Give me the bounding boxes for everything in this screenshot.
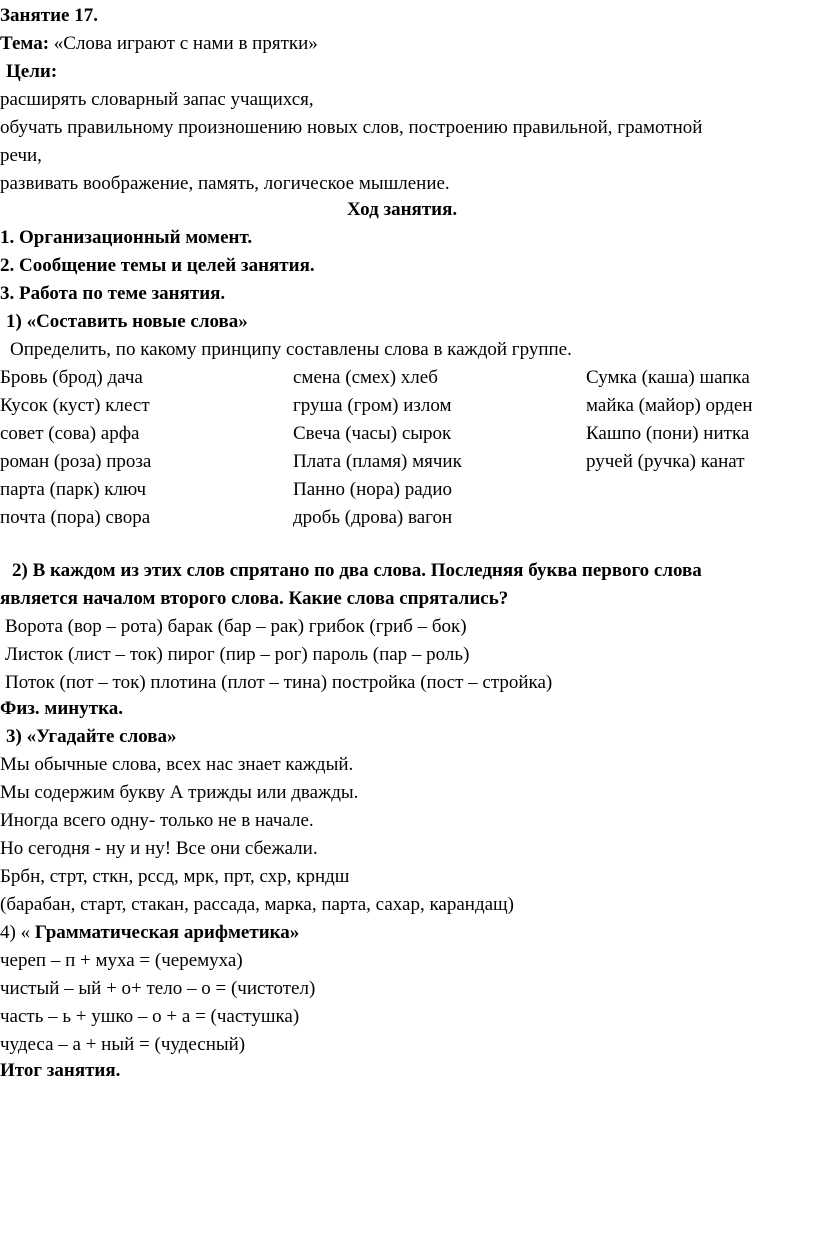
word-group: Кусок (куст) клест bbox=[0, 395, 150, 416]
task2-title-cont: является началом второго слова. Какие слова спрятались? bbox=[0, 588, 509, 609]
word-group: Кашпо (пони) нитка bbox=[586, 423, 750, 444]
step-item: 2. Сообщение темы и целей занятия. bbox=[0, 255, 315, 276]
goals-label: Цели: bbox=[6, 61, 58, 82]
poem-line: Иногда всего одну- только не в начале. bbox=[0, 810, 314, 831]
goal-item: развивать воображение, память, логическое мышление. bbox=[0, 173, 450, 194]
word-group: роман (роза) проза bbox=[0, 451, 152, 472]
task4-title-text: Грамматическая арифметика» bbox=[34, 922, 300, 943]
task1-instruction: Определить, по какому принципу составлены слова в каждой группе. bbox=[10, 339, 572, 360]
task3-title: 3) «Угадайте слова» bbox=[6, 726, 177, 747]
topic-text: «Слова играют с нами в прятки» bbox=[49, 33, 318, 54]
poem-line: Мы содержим букву А трижды или дважды. bbox=[0, 782, 359, 803]
word-group: Свеча (часы) сырок bbox=[293, 423, 452, 444]
task2-title: 2) В каждом из этих слов спрятано по два слова. Последняя буква первого слова bbox=[12, 560, 702, 581]
task2-line: Листок (лист – ток) пирог (пир – рог) пароль (пар – роль) bbox=[5, 644, 470, 665]
word-group: груша (гром) излом bbox=[293, 395, 452, 416]
goal-item: расширять словарный запас учащихся, bbox=[0, 89, 314, 110]
word-group: смена (смех) хлеб bbox=[293, 367, 438, 388]
topic-line bbox=[0, 33, 318, 55]
word-group: ручей (ручка) канат bbox=[586, 451, 745, 472]
equation-line: чистый – ый + о+ тело – о = (чистотел) bbox=[0, 978, 316, 999]
equation-line: часть – ь + ушко – о + а = (частушка) bbox=[0, 1006, 300, 1027]
step-item: 1. Организационный момент. bbox=[0, 227, 253, 248]
task2-line: Ворота (вор – рота) барак (бар – рак) грибок (гриб – бок) bbox=[5, 616, 467, 637]
lesson-summary: Итог занятия. bbox=[0, 1060, 121, 1081]
equation-line: чудеса – а + ный = (чудесный) bbox=[0, 1034, 246, 1055]
task4-title bbox=[0, 922, 299, 944]
word-group: дробь (дрова) вагон bbox=[293, 507, 453, 528]
word-group: Бровь (брод) дача bbox=[0, 367, 143, 388]
progress-heading: Ход занятия. bbox=[347, 199, 458, 220]
word-group: почта (пора) свора bbox=[0, 507, 151, 528]
step-item: 3. Работа по теме занятия. bbox=[0, 283, 226, 304]
word-group: совет (сова) арфа bbox=[0, 423, 140, 444]
word-group: Плата (пламя) мячик bbox=[293, 451, 462, 472]
goal-item: речи, bbox=[0, 145, 42, 166]
word-group: парта (парк) ключ bbox=[0, 479, 147, 500]
task3-puzzle: Брбн, стрт, сткн, рссд, мрк, прт, схр, крндш bbox=[0, 866, 350, 887]
word-group: Сумка (каша) шапка bbox=[586, 367, 750, 388]
word-group: майка (майор) орден bbox=[586, 395, 753, 416]
lesson-number: Занятие 17. bbox=[0, 5, 98, 26]
word-group: Панно (нора) радио bbox=[293, 479, 453, 500]
equation-line: череп – п + муха = (черемуха) bbox=[0, 950, 243, 971]
task2-line: Поток (пот – ток) плотина (плот – тина) постройка (пост – стройка) bbox=[5, 672, 553, 693]
task3-answers: (барабан, старт, стакан, рассада, марка, парта, сахар, карандащ) bbox=[0, 894, 515, 915]
phys-break: Физ. минутка. bbox=[0, 698, 123, 719]
poem-line: Мы обычные слова, всех нас знает каждый. bbox=[0, 754, 354, 775]
topic-label: Тема: bbox=[0, 33, 50, 54]
task4-prefix: 4) « bbox=[0, 922, 35, 943]
poem-line: Но сегодня - ну и ну! Все они сбежали. bbox=[0, 838, 318, 859]
task1-title: 1) «Составить новые слова» bbox=[6, 311, 248, 332]
goal-item: обучать правильному произношению новых слов, построению правильной, грамотной bbox=[0, 117, 703, 138]
